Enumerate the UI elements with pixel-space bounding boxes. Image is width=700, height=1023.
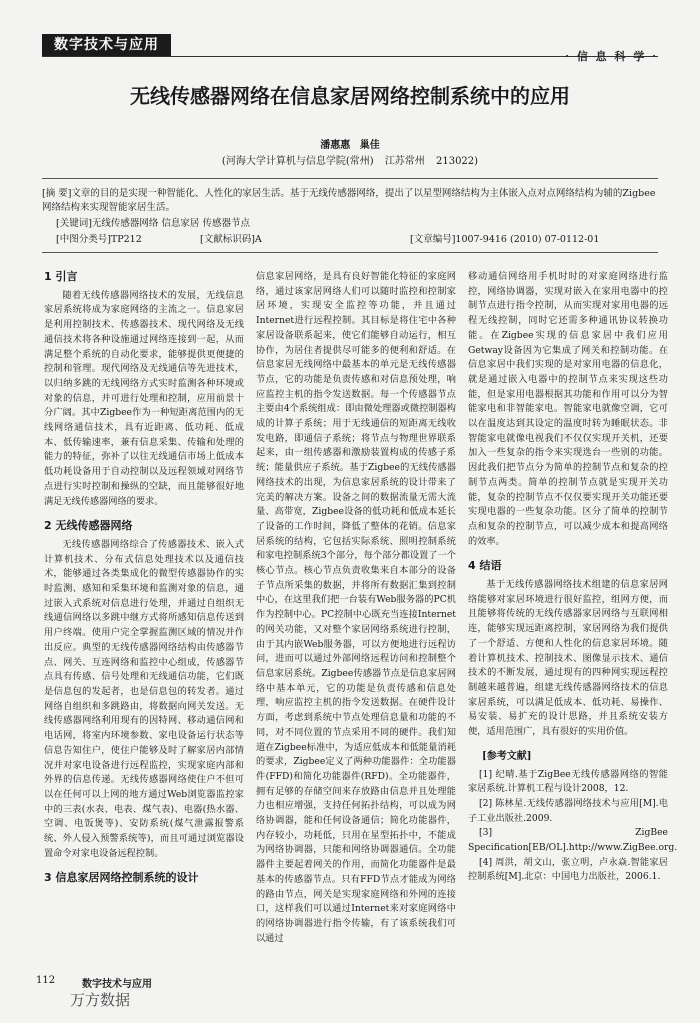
meta-rule-bottom — [42, 252, 658, 253]
reference-item: [2] 陈林星.无线传感器网络技术与应用[M].电子工业出版社.2009. — [468, 797, 668, 824]
paragraph-design-cont: 移动通信网络用手机时时的对家庭网络进行监控，网络协调器，实现对嵌入在家用电器中的控制节点进行指令控制，从而实现对家用电器的远程无线控制，同时它还需多种通讯协议转换功能。在Zigbee实现的信息家居中我们应用Getway设备因为它集成了网关和控制功能。在信息家居中我们实现的是对家用电器的信息化，就是通过嵌入电器中的控制节点来实现这些功能，但是家用电器根据其功能和作用可以分为智能家电和非智能家电。智能家电就像空调，它可以在温度达到其设定的温度时转为睡眠状态。非智能家电就像电视我们不仅仅实现开关机，还要加入一些复杂的指令来实现选台一些别的功能。因此我们把节点分为简单的控制节点和复杂的控制节点两类。简单的控制节点就是实现开关功能，复杂的控制节点不仅仅要实现开关功能还要实现电器的一些复杂功能。区分了简单的控制节点和复杂的控制节点，可以减少成本和提高网络的效率。 — [468, 271, 668, 547]
paragraph-wsn: 无线传感器网络综合了传感器技术、嵌入式计算机技术、分布式信息处理技术以及通信技术，能够通过各类集成化的微型传感器协作的实时监测、感知和采集环境和监测对象的信息，通过嵌入式系统对信息进行处理，并通过自组织无线通信网络以多跳中继方式将所感知信息传送到用户终端。使用户完全掌握监测区域的情况并作出反应。典型的无线传感器网络结构由传感器节点、网关、互连网络和监控中心组成，传感器节点具有传感、信号处理和无线通信功能，它们既是信息包的发起者，也是信息包的转发者。通过网络自组织和多跳路由，将数据向网关发送。无线传感器网络利用现有的因特网、移动通信网和电话网，将室内环境参数、家电设备运行状态等信息告知住户，使住户能够及时了解家居内部情况并对家电设备进行远程监控，实现家庭内部和外界的信息传递。无线传感器网络使住户不但可以在任何可以上网的地方通过Web浏览器监控家中的三表(水表、电表、煤气表)、电器(热水器、空调、电饭煲等)、安防系统(煤气泄露报警系统、外人侵入预警系统等)，而且可通过浏览器设置命令对家电设备远程控制。 — [44, 538, 244, 859]
paragraph-intro: 随着无线传感器网络技术的发展，无线信息家居系统将成为家庭网络的主流之一。信息家居是利用控制技术、传感器技术、现代网络及无线通信技术将各种设施通过网络连接到一起，从而满足整个系统的自动化要求，能够提供更便捷的控制和管理。现代网络及无线通信等先进技术，以归纳多跳的无线网络方式实时监测各种环境或对象的信息，并可进行处理和控制，应用前景十分广阔。其中Zigbee作为一种短距离范围内的无线网络通信技术，具有近距离、低功耗、低成本、低传输速率，兼有信息采集、传输和处理的能力的特征，弥补了以往无线通信市场上低成本低功耗设备用于自动控制以及远程领域对网络节点进行实时控制和操纵的空缺，而且能够很好地满足无线传感器网络的要求。 — [44, 289, 244, 507]
article-title: 无线传感器网络在信息家居网络控制系统中的应用 — [130, 84, 570, 108]
column-badge: 数字技术与应用 — [42, 34, 171, 56]
watermark: 万方数据 — [70, 991, 131, 1009]
section-heading-design: 3 信息家居网络控制系统的设计 — [44, 871, 199, 885]
section-heading-conclusion: 4 结语 — [468, 559, 502, 573]
meta-rule-top — [42, 178, 658, 179]
document-code: [文献标识码]A — [200, 234, 262, 245]
abstract: [摘 要]文章的目的是实现一种智能化、人性化的家居生活。基于无线传感器网络，提出了以星型网络结构为主体嵌入点对点网络结构为辅的Zigbee网络结构来实现智能家居生活。 — [42, 188, 656, 213]
keywords: [关键词]无线传感器网络 信息家居 传感器节点 — [56, 218, 250, 229]
journal-tag: · 信 息 科 学 · — [565, 50, 658, 63]
page-number: 112 — [36, 975, 56, 986]
article-number: [文章编号]1007-9416 (2010) 07-0112-01 — [410, 234, 600, 245]
column-3 — [468, 270, 678, 885]
paragraph-conclusion: 基于无线传感器网络技术组建的信息家居网络能够对家居环境进行很好监控，组网方便，而且能够将传统的无线传感器家居网络与互联网相连，能够实现远距离控制，家居网络为我们提供了一个舒适、方便和人性化的信息家居环境。随着计算机技术、控制技术、图像显示技术、通信技术的不断发展，通过现有的四种网实现远程控制越来越普遍，组建无线传感器网络技术的信息家居系统，可以满足低成本、低功耗、易操作、易安装、易扩充的设计思路，并且系统安装方便，适用范围广，具有很好的实用价值。 — [468, 579, 668, 738]
footer-journal-name: 数字技术与应用 — [82, 979, 152, 990]
reference-item: [1] 纪晴.基于ZigBee无线传感器网络的智能家居系统.计算机工程与设计2008，12. — [468, 768, 668, 795]
references-heading: [参考文献] — [482, 750, 532, 762]
column-2 — [256, 270, 456, 946]
paragraph-design: 信息家居网络，是具有良好智能化特征的家庭网络，通过该家居网络人们可以随时监控和控制家居环境，实现安全监控等功能，并且通过Internet进行远程控制。其目标是将住宅中各种家居设备联系起来，使它们能够自动运行，相互协作，为居住者提供尽可能多的便利和舒适。在信息家居无线网络中最基本的单元是无线传感器节点，它的功能是负责传感和对信息预处理，响应监控主机的指令发送数据。每一个传感器节点主要由4个系统组成：即由微处理器或微控制器构成的计算子系统；用于无线通信的短距离无线收发电路，即通信子系统；将节点与物理世界联系起来，由一组传感器和激励装置构成的传感子系统；能量供应子系统。基于Zigbee的无线传感器网络技术的出现，为信息家居系统的设计带来了完美的解决方案。设备之间的数据流量无需大流量、高带宽，Zigbee设备的低功耗和低成本延长了设备的工作时间，降低了整体的花销。信息家居系统的结构，它包括实际系统、照明控制系统和家电控制系统3个部分，每个部分都设置了一个核心节点。核心节点负责收集来自本部分的设备子节点所采集的数据，并将所有数据汇集到控制中心，在这里我们把一台装有Web服务器的PC机作为控制中心。PC控制中心既充当连接Internet的网关功能，又对整个家居网络系统进行控制，由于其内嵌Web服务器，可以方便地进行远程访问，进而可以通过外部网络远程访问和控制整个信息家居系统。Zigbee传感器节点是信息家居网络中基本单元，它的功能是负责传感和信息处理，响应监控主机的指令发送数据。在硬件设计方面，考虑到系统中节点处理信息量和功能的不同，对不同位置的节点采用不同的硬件。我们知道在Zigbee标准中，为适应低成本和低能量消耗的要求，Zigbee定义了两种功能器件：全功能器件(FFD)和简化功能器件(RFD)。全功能器件，拥有足够的存储空间来存放路由信息并且处理能力也相应增强，支持任何拓扑结构，可以成为网络协调器，能和任何设备通信；简化功能器件，内存较小，功耗低，只用在星型拓扑中，不能成为网络协调器，只能和网络协调器通信。全功能器件主要起着网关的作用，而简化功能器件是最基本的传感器节点。只有FFD节点才能成为网络的路由节点，网关是实现家庭网络和外网的连接口，这样我们可以通过Internet来对家庭网络中的网络协调器进行指令传输，有了该系统我们可以通过 — [256, 271, 456, 944]
section-heading-wsn: 2 无线传感器网络 — [44, 519, 133, 533]
reference-item: [3] ZigBee Specification[EB/OL].http://www.ZigBee.org. — [468, 827, 678, 854]
article-affiliation: (河海大学计算机与信息学院(常州) 江苏常州 213022) — [221, 156, 479, 167]
clc-number: [中图分类号]TP212 — [56, 234, 142, 245]
column-1 — [44, 270, 244, 890]
section-heading-intro: 1 引言 — [44, 270, 78, 283]
reference-item: [4] 周洪，胡文山，张立明，卢永焱.智能家居控制系统[M].北京：中国电力出版社，2006.1. — [468, 856, 668, 883]
article-authors: 潘惠惠 巢佳 — [320, 140, 380, 151]
